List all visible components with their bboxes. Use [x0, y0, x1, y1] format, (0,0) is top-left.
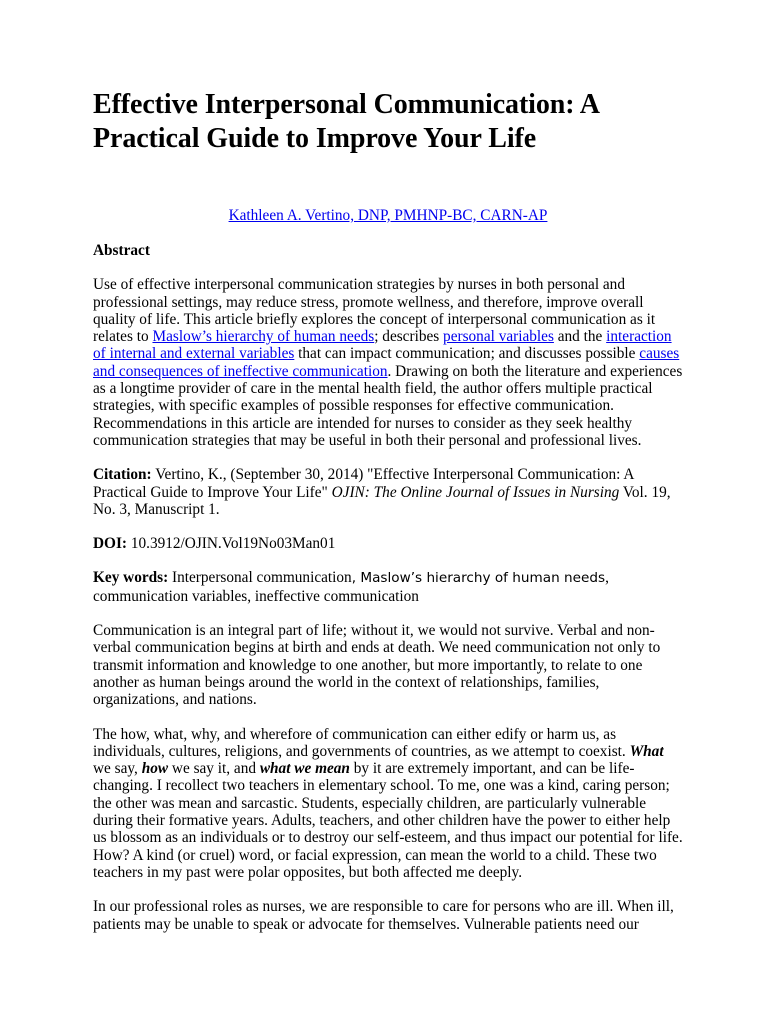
author-link[interactable]: Kathleen A. Vertino, DNP, PMHNP-BC, CARN-AP — [228, 207, 548, 224]
emphasis-what-we-mean: what we mean — [259, 760, 350, 778]
doi-label: DOI: — [93, 535, 127, 553]
doi — [93, 535, 683, 552]
abstract-text: ; describes — [374, 328, 444, 346]
abstract-heading: Abstract — [93, 242, 150, 259]
body-paragraph-3: In our professional roles as nurses, we are responsible to care for persons who are ill. When ill, patients may be unable to speak or advocate for themselves. Vulnerable patients need our — [93, 898, 674, 933]
maslow-hierarchy-link[interactable]: Maslow’s hierarchy of human needs — [152, 328, 375, 346]
abstract-text: Use of effective interpersonal communication strategies by nurses in both personal and professional settings, may reduce stress, promote wellness, and therefore, improve overall quality of life. This article briefly explores the concept of interpersonal communication as it relates to — [93, 276, 656, 346]
abstract-text: and the — [553, 328, 607, 346]
abstract-text: . Drawing on both the literature and experiences as a longtime provider of care in the mental health field, the author offers multiple practical strategies, with specific examples of possible responses for effective communication. Recommendations in this article are intended for nurses to consider as they seek healthy communication strategies that may be useful in both their personal and professional lives. — [93, 362, 683, 449]
keywords-first: Interpersonal communication — [168, 569, 352, 587]
citation-volume: Vol. 19, No. 3, Manuscript 1. — [93, 483, 671, 518]
body-paragraph-1: Communication is an integral part of life; without it, we would not survive. Verbal and non-verbal communication begins at birth and ends at death. We need communication not only to transmit information and knowledge to one another, but more importantly, to relate to one another as human beings around the world in the context of relationships, families, organizations, and nations. — [93, 622, 661, 709]
citation — [93, 466, 683, 518]
body-text: The how, what, why, and wherefore of communication can either edify or harm us, as individuals, cultures, religions, and governments of countries, as we attempt to coexist. — [93, 725, 630, 760]
author-line — [93, 207, 683, 224]
abstract-paragraph — [93, 276, 683, 449]
body-text: we say, — [93, 760, 142, 778]
citation-label: Citation: — [93, 466, 152, 484]
body-text: we say it, and — [168, 760, 260, 778]
internal-external-variables-link[interactable]: interaction of internal and external variables — [93, 328, 672, 363]
doi-value: 10.3912/OJIN.Vol19No03Man01 — [127, 535, 336, 553]
causes-consequences-link[interactable]: causes and consequences of ineffective communication — [93, 345, 680, 380]
body-paragraph-2 — [93, 726, 683, 882]
emphasis-what: What — [629, 742, 664, 760]
keywords-rest: , communication variables, ineffective communication — [93, 569, 609, 605]
emphasis-how: how — [141, 760, 169, 778]
article — [93, 88, 683, 933]
citation-text: Vertino, K., (September 30, 2014) "Effective Interpersonal Communication: A Practical Guide to Improve Your Life" — [93, 466, 634, 501]
article-title: Effective Interpersonal Communication: A Practical Guide to Improve Your Life — [93, 89, 599, 154]
personal-variables-link[interactable]: personal variables — [443, 328, 554, 346]
keywords-label: Key words: — [93, 569, 169, 587]
citation-journal: OJIN: The Online Journal of Issues in Nursing — [331, 483, 620, 501]
keywords-maslow: , Maslow’s hierarchy of human needs — [351, 570, 606, 587]
keywords — [93, 569, 683, 605]
body-text: by it are extremely important, and can be life-changing. I recollect two teachers in elementary school. To me, one was a kind, caring person; the other was mean and sarcastic. Students, especially children, are particularly vulnerable during their formative years. Adults, teachers, and other children have the power to either help us blossom as an individuals or to destroy our self-esteem, and thus impact our potential for life. How? A kind (or cruel) word, or facial expression, can mean the world to a child. These two teachers in my past were polar opposites, but both affected me deeply. — [93, 760, 683, 881]
abstract-text: that can impact communication; and discusses possible — [294, 345, 640, 363]
